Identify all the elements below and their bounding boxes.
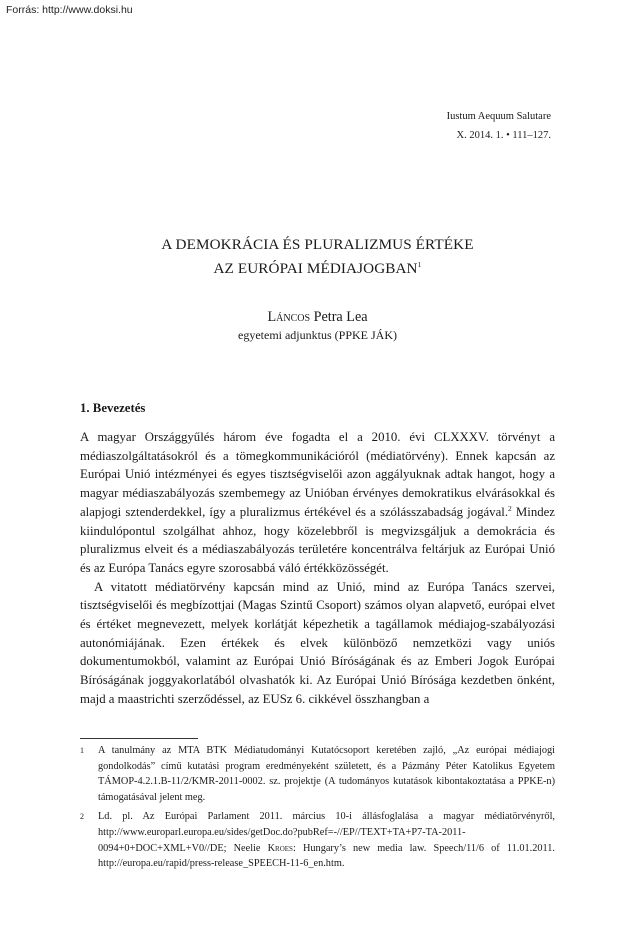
journal-citation: X. 2014. 1. • 111–127. [456,130,551,141]
section-heading: 1. Bevezetés [80,401,146,415]
footnote-divider [80,738,198,739]
footnote-text-b: : Hungary’s new media law. Speech/11/6 of 11.01.2011. http://europa.eu/rapid/press-release_SPEECH-11-6_en.htm. [98,842,555,870]
paragraph-1-text-b: Mindez kiindulópontul szolgálhat ahhoz, hogy közelebbről is megvizsgáljuk a demokrácia és pluralizmus elveit és a médiaszabályozás területére koncentrálva feltárjuk az Európai Unió és az Európa Tanács egyre szorosabbá váló értékközösségét. [80,504,555,575]
footnote-number: 2 [80,812,84,822]
journal-name: Iustum Aequum Salutare [446,111,551,122]
footnote-author-name: Kroes [267,842,293,854]
body-text [80,428,555,709]
paragraph-2: A vitatott médiatörvény kapcsán mind az Unió, mind az Európa Tanács szervei, tisztségviselői és megbízottjai (Magas Szintű Csoport) számos olyan alapvető, európai elvet és értéket megnevezett, melyek korlátját képezhetik a tagállamok médiajog-szabályozási autonómiájának. Ezen értékek és elvek különböző nemzetközi vagy uniós dokumentumokból, valamint az Európai Unió Bíróságának és az Emberi Jogok Európai Bíróságának joggyakorlatából olvashatók ki. Az Európai Unió Bírósága kezdetben önként, majd a maastrichti szerződéssel, az EUSz 6. cikkével összhangban a [80,579,555,706]
footnote-text-a: Ld. pl. Az Európai Parlament 2011. március 10-i állásfoglalása a magyar médiatörvényről, http://www.europarl.europa.eu/sides/getDoc.do?pubRef=-//EP//TEXT+TA+P7-TA-2011-0094+0+DOC+XML+V0//DE; Neelie [98,811,555,854]
author-name [80,307,555,327]
author-affiliation: egyetemi adjunktus (PPKE JÁK) [238,328,397,342]
title-footnote-ref: 1 [417,260,422,269]
footnote-number: 1 [80,746,84,755]
footnote-ref-2: 2 [508,503,512,513]
author-given-name: Petra Lea [313,309,368,325]
footnote-text [98,809,555,871]
title-line-2 [80,255,555,279]
paper-title [80,235,555,279]
footnote-item [80,809,555,871]
title-line-1: A DEMOKRÁCIA ÉS PLURALIZMUS ÉRTÉKE [161,236,474,253]
source-label: Forrás: http://www.doksi.hu [6,4,133,16]
footnote-item [80,743,555,805]
author-surname: Láncos [267,309,311,325]
footnote-text: A tanulmány az MTA BTK Médiatudományi Kutatócsoport keretében zajló, „Az európai médiajogi gondolkodás” című kutatási program eredményeként született, és a Pázmány Péter Katolikus Egyetem TÁMOP-4.2.1.B-11/2/KMR-2011-0002. sz. projektje (A tudományos kutatások kibontakoztatása a PPKE-n) támogatásával jelent meg. [98,745,555,803]
title-line-2-text: AZ EURÓPAI MÉDIAJOGBAN [213,260,418,277]
footnotes [80,743,555,876]
paragraph-1-text-a: A magyar Országgyűlés három éve fogadta el a 2010. évi CLXXXV. törvényt a médiaszolgáltatásokról és a tömegkommunikációról (médiatörvény). Ennek kapcsán az Európai Unió intézményei és egyes tisztségviselői azon aggályuknak adtak hangot, hogy a magyar médiaszabályozás szembemegy az Unióban érvényes demokratikus elvárásokkal és alapjogi sztenderdekkel, így a pluralizmus értékével és a szólásszabadság jogával. [80,430,555,519]
paragraph-1 [80,428,555,578]
journal-header [447,107,551,145]
